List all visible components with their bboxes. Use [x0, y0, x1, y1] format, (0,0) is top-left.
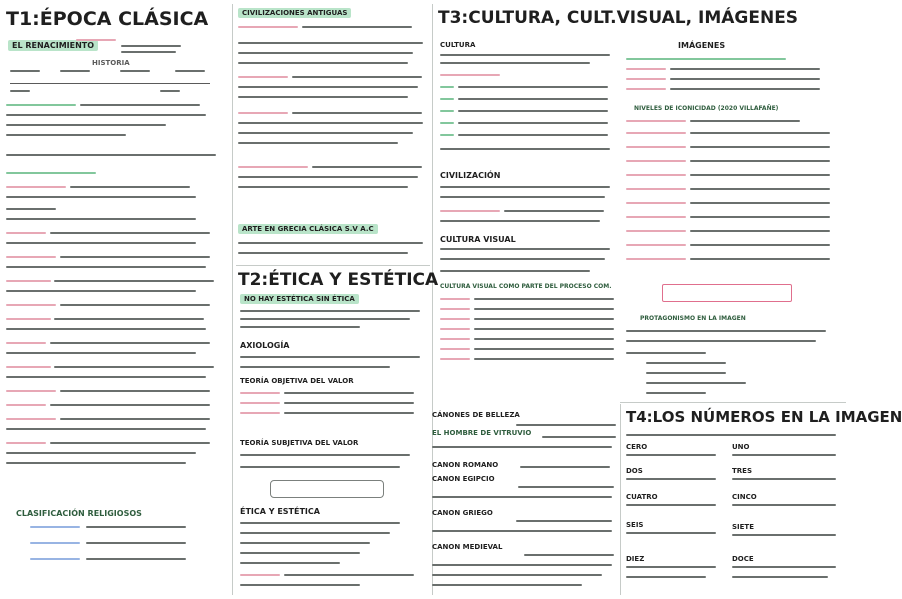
arte-grecia-label: ARTE EN GRECIA CLÁSICA S.V A.C: [238, 224, 378, 234]
text-scribble: [626, 566, 716, 568]
text-scribble: [60, 256, 210, 258]
text-scribble: [6, 196, 196, 198]
text-scribble: [284, 574, 414, 576]
canon-medieval-heading: CANON MEDIEVAL: [432, 543, 503, 551]
text-scribble: [458, 98, 608, 100]
text-scribble: [626, 230, 686, 232]
protagonismo-notes: [626, 328, 844, 398]
civilizaciones-heading: [238, 10, 351, 17]
text-scribble: [440, 348, 470, 350]
text-scribble: [50, 232, 210, 234]
text-scribble: [6, 442, 46, 444]
text-scribble: [30, 526, 80, 528]
text-scribble: [238, 252, 408, 254]
arte-grecia-notes: [238, 240, 428, 262]
text-scribble: [6, 318, 51, 320]
text-scribble: [690, 230, 830, 232]
t4-title: T4:LOS NÚMEROS EN LA IMAGEN: [626, 408, 902, 426]
text-scribble: [432, 496, 612, 498]
text-scribble: [6, 218, 196, 220]
text-scribble: [240, 326, 360, 328]
text-scribble: [440, 248, 610, 250]
text-scribble: [626, 576, 706, 578]
text-scribble: [626, 454, 716, 456]
section-divider-t4: [620, 402, 846, 403]
column-divider-2: [432, 4, 433, 595]
text-scribble: [626, 340, 816, 342]
text-scribble: [238, 62, 408, 64]
text-scribble: [240, 356, 420, 358]
text-scribble: [440, 62, 590, 64]
no-hay-estetica-heading: [240, 296, 359, 303]
text-scribble: [50, 342, 210, 344]
text-scribble: [626, 78, 666, 80]
text-scribble: [86, 558, 186, 560]
text-scribble: [240, 310, 420, 312]
text-scribble: [690, 258, 830, 260]
text-scribble: [626, 188, 686, 190]
text-scribble: [432, 446, 612, 448]
text-scribble: [284, 412, 414, 414]
text-scribble: [292, 76, 422, 78]
text-scribble: [690, 174, 830, 176]
text-scribble: [670, 78, 820, 80]
imagenes-notes: [626, 56, 844, 100]
text-scribble: [6, 462, 186, 464]
text-scribble: [626, 132, 686, 134]
text-scribble: [440, 298, 470, 300]
text-scribble: [6, 172, 96, 174]
axiologia-notes: [240, 354, 426, 374]
clasificacion-heading: CLASIFICACIÓN RELIGIOSOS: [16, 509, 142, 518]
text-scribble: [240, 454, 410, 456]
renacimiento-label: EL RENACIMIENTO: [8, 40, 98, 51]
number-cinco: CINCO: [732, 493, 757, 501]
text-scribble: [732, 504, 836, 506]
text-scribble: [6, 390, 56, 392]
teoria-objetiva-notes: [240, 390, 426, 428]
text-scribble: [238, 142, 398, 144]
text-scribble: [690, 160, 830, 162]
text-scribble: [474, 308, 614, 310]
text-scribble: [626, 478, 716, 480]
text-scribble: [30, 558, 80, 560]
text-scribble: [690, 216, 830, 218]
text-scribble: [646, 382, 746, 384]
canon-griego-notes: [432, 518, 618, 540]
teoria-subjetiva-box: [270, 480, 384, 498]
text-scribble: [440, 98, 454, 100]
text-scribble: [6, 208, 56, 210]
text-scribble: [6, 266, 206, 268]
text-scribble: [60, 390, 210, 392]
hombre-vitruvio-heading: EL HOMBRE DE VITRUVIO: [432, 429, 532, 437]
text-scribble: [6, 304, 56, 306]
text-scribble: [6, 104, 76, 106]
text-scribble: [76, 39, 116, 41]
text-scribble: [6, 352, 196, 354]
text-scribble: [518, 486, 614, 488]
text-scribble: [312, 166, 422, 168]
text-scribble: [626, 146, 686, 148]
text-scribble: [432, 564, 612, 566]
text-scribble: [440, 86, 454, 88]
t4-numbers-left: [626, 444, 726, 594]
text-scribble: [626, 352, 706, 354]
text-scribble: [542, 436, 616, 438]
text-scribble: [302, 26, 412, 28]
text-scribble: [6, 154, 216, 156]
text-scribble: [238, 186, 408, 188]
timeline-labels: [10, 68, 220, 98]
text-scribble: [6, 366, 51, 368]
renacimiento-notes: [76, 36, 226, 54]
t4-numbers-right: [732, 444, 844, 594]
text-scribble: [6, 280, 51, 282]
t1-notes-middle: [6, 232, 224, 482]
civilizaciones-label: CIVILIZACIONES ANTIGUAS: [238, 8, 351, 18]
column-divider-3: [620, 404, 621, 595]
number-doce: DOCE: [732, 555, 754, 563]
text-scribble: [458, 110, 608, 112]
text-scribble: [60, 70, 90, 72]
cultura-heading: CULTURA: [440, 41, 476, 49]
text-scribble: [238, 132, 413, 134]
text-scribble: [238, 176, 418, 178]
number-diez: DIEZ: [626, 555, 645, 563]
text-scribble: [504, 210, 604, 212]
text-scribble: [6, 376, 206, 378]
text-scribble: [458, 122, 608, 124]
section-divider-t2: [236, 265, 430, 266]
text-scribble: [626, 244, 686, 246]
text-scribble: [6, 428, 206, 430]
text-scribble: [440, 74, 500, 76]
teoria-subjetiva-heading: TEORÍA SUBJETIVA DEL VALOR: [240, 439, 359, 447]
text-scribble: [10, 70, 40, 72]
no-hay-notes: [240, 308, 426, 336]
text-scribble: [432, 584, 582, 586]
text-scribble: [238, 42, 423, 44]
text-scribble: [240, 366, 390, 368]
text-scribble: [6, 114, 206, 116]
civilizacion-notes: [440, 184, 618, 230]
text-scribble: [474, 298, 614, 300]
text-scribble: [440, 122, 454, 124]
text-scribble: [240, 574, 280, 576]
text-scribble: [670, 88, 820, 90]
text-scribble: [238, 76, 288, 78]
text-scribble: [516, 424, 616, 426]
text-scribble: [86, 542, 186, 544]
text-scribble: [6, 342, 46, 344]
canones-heading: CÁNONES DE BELLEZA: [432, 411, 520, 419]
text-scribble: [440, 328, 470, 330]
text-scribble: [440, 134, 454, 136]
text-scribble: [732, 478, 836, 480]
text-scribble: [474, 328, 614, 330]
cultura-visual-parte-heading: CULTURA VISUAL COMO PARTE DEL PROCESO COM.: [440, 283, 612, 290]
text-scribble: [240, 318, 410, 320]
text-scribble: [690, 202, 830, 204]
text-scribble: [690, 120, 800, 122]
text-scribble: [646, 372, 726, 374]
cultura-visual-notes: [440, 246, 618, 276]
text-scribble: [690, 188, 830, 190]
text-scribble: [732, 454, 836, 456]
text-scribble: [238, 52, 413, 54]
text-scribble: [284, 392, 414, 394]
niveles-notes: [626, 118, 844, 280]
number-dos: DOS: [626, 467, 643, 475]
number-cero: CERO: [626, 443, 648, 451]
canon-romano-heading: CANON ROMANO: [432, 461, 499, 469]
text-scribble: [238, 242, 423, 244]
text-scribble: [458, 86, 608, 88]
text-scribble: [626, 216, 686, 218]
text-scribble: [474, 358, 614, 360]
text-scribble: [626, 330, 826, 332]
text-scribble: [240, 532, 390, 534]
text-scribble: [160, 90, 180, 92]
text-scribble: [440, 308, 470, 310]
text-scribble: [626, 532, 716, 534]
text-scribble: [440, 338, 470, 340]
text-scribble: [626, 258, 686, 260]
text-scribble: [458, 134, 608, 136]
text-scribble: [440, 110, 454, 112]
text-scribble: [238, 166, 308, 168]
text-scribble: [440, 186, 610, 188]
text-scribble: [6, 404, 46, 406]
text-scribble: [440, 220, 600, 222]
text-scribble: [626, 174, 686, 176]
text-scribble: [440, 258, 605, 260]
historia-heading: HISTORIA: [92, 59, 130, 67]
text-scribble: [54, 366, 214, 368]
text-scribble: [626, 88, 666, 90]
protagonismo-heading: PROTAGONISMO EN LA IMAGEN: [640, 315, 746, 322]
text-scribble: [50, 404, 210, 406]
text-scribble: [60, 304, 210, 306]
t2-title: T2:ÉTICA Y ESTÉTICA: [238, 270, 439, 290]
text-scribble: [60, 418, 210, 420]
t1-notes-upper: [6, 104, 224, 224]
text-scribble: [30, 542, 80, 544]
text-scribble: [626, 434, 836, 436]
text-scribble: [284, 402, 414, 404]
text-scribble: [175, 70, 205, 72]
niveles-iconicidad-heading: NIVELES DE ICONICIDAD (2020 VILLAFAÑE): [634, 105, 779, 112]
text-scribble: [6, 242, 196, 244]
t3-title: T3:CULTURA, CULT.VISUAL, IMÁGENES: [438, 8, 799, 28]
number-siete: SIETE: [732, 523, 754, 531]
etica-estetica-notes: [240, 520, 426, 592]
text-scribble: [440, 210, 500, 212]
text-scribble: [6, 124, 166, 126]
text-scribble: [690, 146, 830, 148]
number-uno: UNO: [732, 443, 750, 451]
text-scribble: [516, 520, 612, 522]
text-scribble: [80, 104, 200, 106]
text-scribble: [238, 122, 423, 124]
civilizacion-heading: CIVILIZACIÓN: [440, 171, 501, 180]
cultura-visual-heading: CULTURA VISUAL: [440, 235, 516, 244]
text-scribble: [626, 202, 686, 204]
text-scribble: [524, 554, 614, 556]
text-scribble: [6, 256, 56, 258]
text-scribble: [70, 186, 190, 188]
text-scribble: [732, 576, 828, 578]
text-scribble: [440, 318, 470, 320]
cultura-notes: [440, 52, 618, 164]
canon-egipcio-heading: CANON EGIPCIO: [432, 475, 495, 483]
text-scribble: [440, 54, 610, 56]
number-tres: TRES: [732, 467, 752, 475]
text-scribble: [54, 318, 204, 320]
text-scribble: [292, 112, 422, 114]
canon-romano-notes: [520, 464, 616, 470]
civilizaciones-notes: [238, 26, 428, 216]
text-scribble: [86, 526, 186, 528]
text-scribble: [626, 58, 786, 60]
t1-title: T1:ÉPOCA CLÁSICA: [6, 8, 209, 30]
text-scribble: [6, 232, 46, 234]
text-scribble: [238, 112, 288, 114]
text-scribble: [121, 51, 176, 53]
text-scribble: [240, 552, 360, 554]
text-scribble: [240, 562, 340, 564]
text-scribble: [240, 584, 360, 586]
t4-intro: [626, 432, 844, 440]
text-scribble: [626, 68, 666, 70]
text-scribble: [240, 466, 400, 468]
text-scribble: [440, 196, 605, 198]
text-scribble: [432, 530, 612, 532]
canon-griego-heading: CANON GRIEGO: [432, 509, 493, 517]
text-scribble: [646, 392, 706, 394]
text-scribble: [732, 534, 836, 536]
text-scribble: [732, 566, 836, 568]
text-scribble: [238, 96, 408, 98]
text-scribble: [474, 318, 614, 320]
imagenes-heading: IMÁGENES: [678, 41, 726, 50]
text-scribble: [54, 280, 214, 282]
teoria-objetiva-heading: TEORÍA OBJETIVA DEL VALOR: [240, 377, 354, 385]
axiologia-heading: AXIOLOGÍA: [240, 341, 290, 350]
text-scribble: [6, 186, 66, 188]
text-scribble: [121, 45, 181, 47]
arte-grecia-heading: [238, 226, 378, 233]
text-scribble: [240, 412, 280, 414]
text-scribble: [520, 466, 610, 468]
text-scribble: [440, 358, 470, 360]
text-scribble: [10, 90, 30, 92]
number-seis: SEIS: [626, 521, 644, 529]
text-scribble: [440, 270, 590, 272]
text-scribble: [238, 26, 298, 28]
nota-box: [662, 284, 792, 302]
text-scribble: [120, 70, 150, 72]
text-scribble: [6, 134, 126, 136]
text-scribble: [6, 452, 196, 454]
text-scribble: [6, 418, 56, 420]
text-scribble: [474, 338, 614, 340]
clasificacion-notes: [30, 522, 220, 572]
number-cuatro: CUATRO: [626, 493, 658, 501]
text-scribble: [6, 290, 196, 292]
text-scribble: [240, 542, 370, 544]
text-scribble: [690, 244, 830, 246]
text-scribble: [240, 392, 280, 394]
canon-medieval-notes: [432, 552, 618, 592]
no-hay-estetica-label: NO HAY ESTÉTICA SIN ÉTICA: [240, 294, 359, 304]
text-scribble: [626, 504, 716, 506]
text-scribble: [474, 348, 614, 350]
text-scribble: [50, 442, 210, 444]
text-scribble: [690, 132, 830, 134]
text-scribble: [670, 68, 820, 70]
cultura-visual-parte-notes: [440, 296, 618, 368]
text-scribble: [432, 574, 602, 576]
column-divider-1: [232, 4, 233, 595]
text-scribble: [626, 160, 686, 162]
text-scribble: [440, 148, 610, 150]
text-scribble: [6, 328, 206, 330]
text-scribble: [240, 402, 280, 404]
text-scribble: [238, 86, 418, 88]
canon-egipcio-notes: [432, 484, 618, 506]
text-scribble: [626, 120, 686, 122]
canones-notes: [432, 420, 618, 452]
etica-estetica-heading: ÉTICA Y ESTÉTICA: [240, 507, 320, 516]
text-scribble: [240, 522, 400, 524]
text-scribble: [646, 362, 726, 364]
